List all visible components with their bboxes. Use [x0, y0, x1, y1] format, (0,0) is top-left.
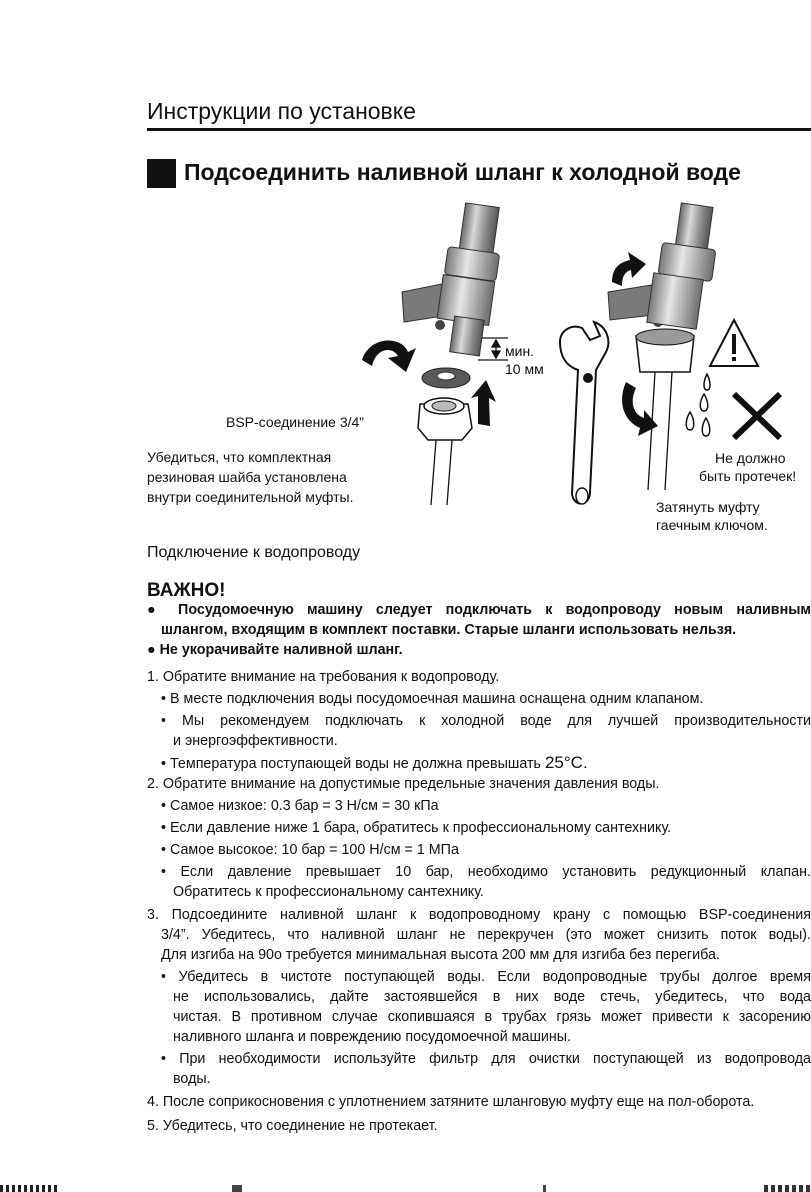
- no-leak-cross-icon: [734, 394, 780, 438]
- item-2-bullet-c: • Самое высокое: 10 бар = 100 Н/см = 1 МПа: [161, 842, 459, 858]
- washer-note-line2: резиновая шайба установлена: [147, 469, 347, 485]
- min-value-label: 10 мм: [505, 361, 544, 377]
- item-3: 3. Подсоедините наливной шланг к водопроводному крану с помощью BSP-соединения: [147, 907, 811, 923]
- item-3-bullet-a-line3: чистая. В противном случае скопившаяся в трубах грязь может привести к засорению: [173, 1009, 811, 1025]
- item-3-bullet-a-line4: наливного шланга и повреждению посудомоечной машины.: [173, 1029, 572, 1045]
- important-bullet-1-cont: шлангом, входящим в комплект поставки. Старые шланги использовать нельзя.: [161, 622, 737, 638]
- item-3-line3: Для изгиба на 90о требуется минимальная высота 200 мм для изгиба без перегиба.: [161, 947, 720, 963]
- rotate-arrow-icon: [362, 341, 416, 372]
- min-gap-marker: [478, 338, 508, 360]
- hose-connector-left: [418, 398, 472, 505]
- item-2-bullet-a: • Самое низкое: 0.3 бар = 3 Н/см = 30 кПа: [161, 798, 439, 814]
- item-3-bullet-a: • Убедитесь в чистоте поступающей воды. Если водопроводные трубы долгое время: [161, 969, 811, 985]
- item-3-line2: 3/4”. Убедитесь, что наливной шланг не перекручен (это может снизить поток воды).: [161, 927, 811, 943]
- item-2: 2. Обратите внимание на допустимые предельные значения давления воды.: [147, 776, 660, 792]
- item-1-bullet-c-text: • Температура поступающей воды не должна превышать: [161, 756, 541, 772]
- curved-arrow-icon: [612, 252, 646, 286]
- page-header-title: Инструкции по установке: [147, 98, 416, 124]
- leak-note-line2: быть протечек!: [699, 468, 797, 484]
- item-3-bullet-b: • При необходимости используйте фильтр для очистки поступающей из водопровода: [161, 1051, 811, 1067]
- faucet-right: [608, 203, 716, 490]
- sub-heading: Подключение к водопроводу: [147, 544, 361, 561]
- section-title: Подсоединить наливной шланг к холодной воде: [184, 159, 741, 185]
- header-rule: [147, 128, 811, 131]
- wrench-note-line2: гаечным ключом.: [656, 517, 768, 533]
- up-arrow-icon: [471, 380, 496, 426]
- wrench-icon: [560, 322, 608, 504]
- item-2-bullet-d-cont: Обратитесь к профессиональному сантехнику.: [173, 884, 484, 900]
- section-marker-square: [147, 159, 176, 188]
- faucet-left: [402, 203, 500, 356]
- item-2-bullet-d: • Если давление превышает 10 бар, необходимо установить редукционный клапан.: [161, 864, 811, 880]
- item-4: 4. После соприкосновения с уплотнением затяните шланговую муфту еще на пол-оборота.: [147, 1094, 755, 1110]
- item-2-bullet-b: • Если давление ниже 1 бара, обратитесь к профессиональному сантехнику.: [161, 820, 672, 836]
- temperature-value: 25°C.: [544, 753, 588, 772]
- bsp-label: BSP-соединение 3/4”: [226, 414, 364, 430]
- leak-note-line1: Не должно: [715, 450, 786, 466]
- wrench-note-line1: Затянуть муфту: [656, 499, 760, 515]
- important-bullet-1: ● Посудомоечную машину следует подключать к водопроводу новым наливным: [147, 602, 811, 618]
- water-drops-icon: [686, 374, 710, 436]
- item-3-bullet-a-line2: не использовались, дайте застоявшейся в них воде стечь, убедитесь, что вода: [173, 989, 811, 1005]
- item-5: 5. Убедитесь, что соединение не протекает.: [147, 1118, 438, 1134]
- washer-note-line3: внутри соединительной муфты.: [147, 489, 354, 505]
- important-bullet-2: ● Не укорачивайте наливной шланг.: [147, 642, 403, 658]
- warning-icon: [710, 320, 758, 366]
- item-3-bullet-b-cont: воды.: [173, 1071, 211, 1087]
- item-1-bullet-b: • Мы рекомендуем подключать к холодной воде для лучшей производительности: [161, 713, 811, 729]
- important-title: ВАЖНО!: [147, 580, 226, 601]
- rubber-washer: [422, 368, 470, 388]
- cropped-footer-strip: [0, 1183, 811, 1192]
- installation-illustration: [0, 195, 811, 535]
- item-1-bullet-c: [161, 753, 588, 775]
- washer-note-line1: Убедиться, что комплектная: [147, 449, 332, 465]
- item-1-bullet-a: • В месте подключения воды посудомоечная машина оснащена одним клапаном.: [161, 691, 704, 707]
- min-label: мин.: [505, 343, 535, 359]
- item-1-bullet-b-cont: и энергоэффективности.: [173, 733, 338, 749]
- item-1: 1. Обратите внимание на требования к водопроводу.: [147, 669, 500, 685]
